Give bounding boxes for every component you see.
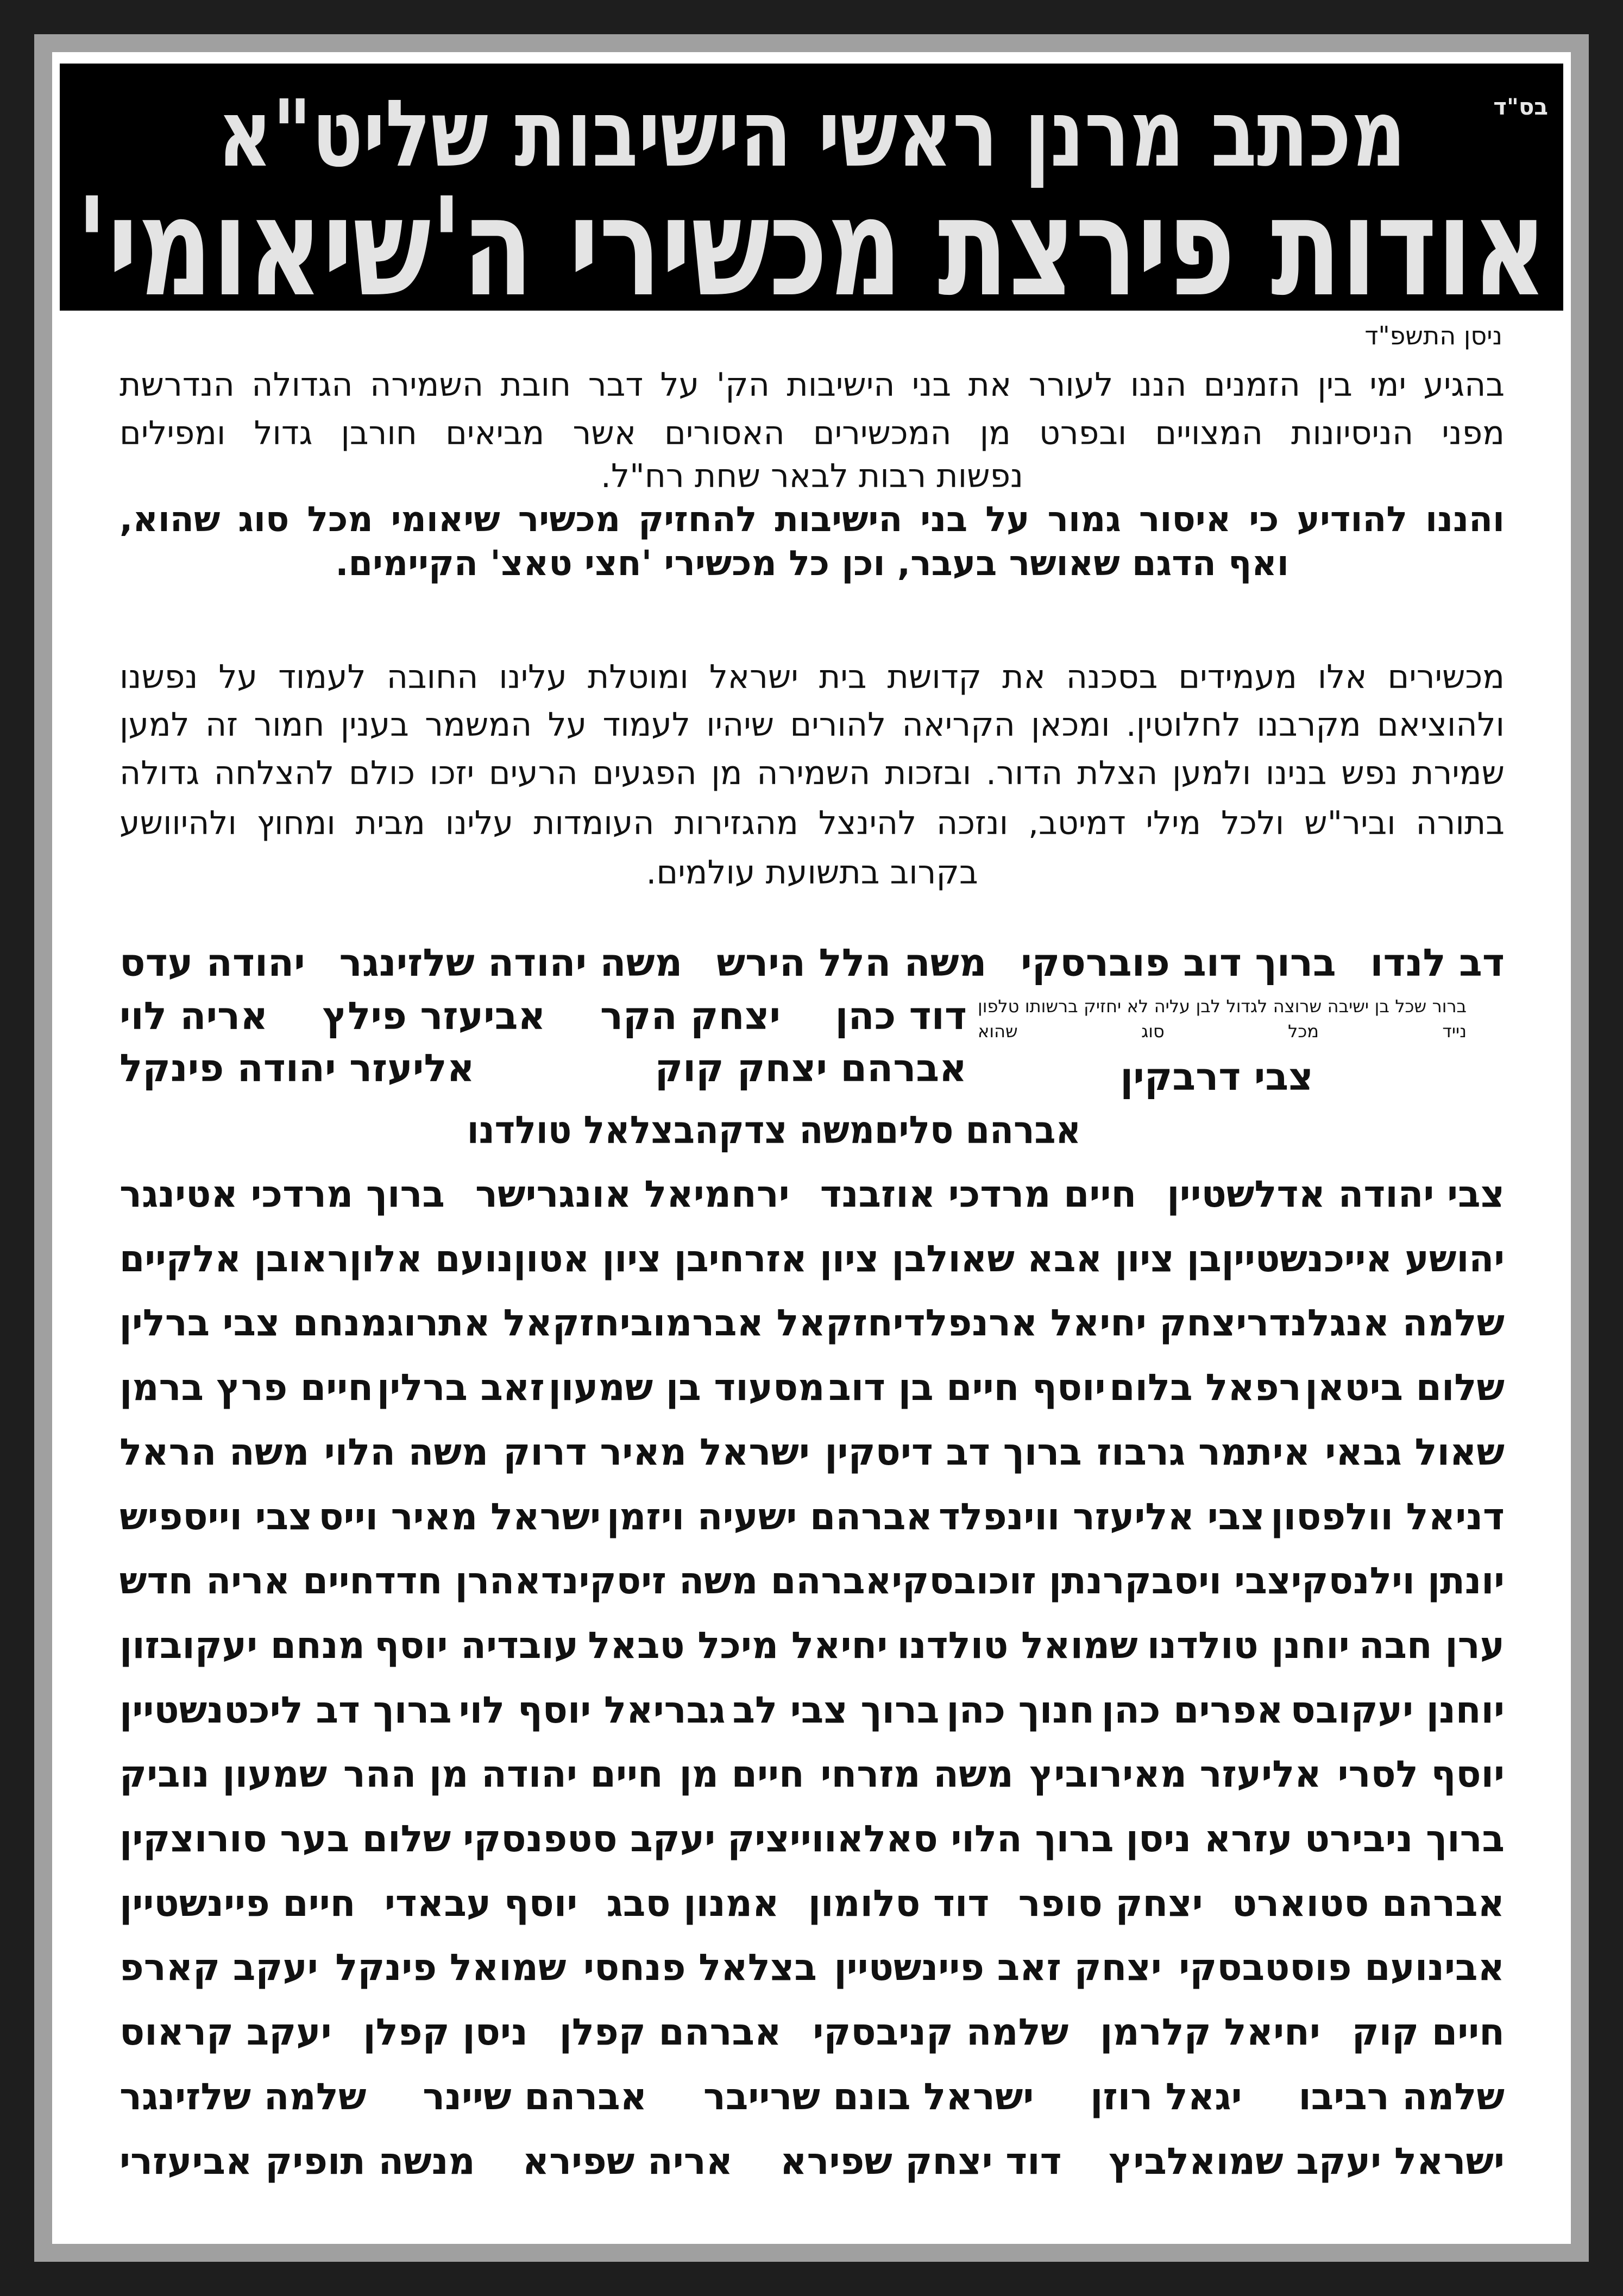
signatory-name: אביעזר פילץ [322,994,546,1038]
signatory-name: אברהם משה זיסקינד [540,1560,892,1603]
paragraph3-line [119,851,1505,894]
signature-row-1 [119,938,1505,987]
signatory-line [119,2135,1505,2189]
signatory-name: ישראל בונם שרייבר [703,2075,1034,2118]
signatory-name: אברהם סטוארט [1231,1882,1505,1925]
signatory-name: שלמה קניבסקי [813,2011,1069,2054]
signatory-name: שמואל פינקל [335,1946,567,1990]
title-line-2 [76,168,1547,326]
signatory-name: ברוך מרדכי אטינגר [119,1173,445,1216]
signatory-name: משה יהודה שלזינגר [339,941,683,985]
signatory-name: חיים מרדכי אוזבנד [820,1173,1137,1216]
bold-paragraph-line [119,498,1505,541]
signatory-name: מסעוד בן שמעון [548,1366,825,1410]
signatory-name: ערן חבה [1358,1624,1505,1667]
signatory-name: מנחם צבי ברלין [119,1302,387,1345]
signatory-name: איתמר גרבוז [1096,1430,1311,1474]
paragraph3-line-text: בקרוב בתשועת עולמים. [646,854,978,892]
signatory-name: ברוך ניבירט [1304,1818,1505,1860]
signatory-name: אברהם שיינר [423,2075,647,2118]
signatory-name: יצחק הקר [600,994,781,1038]
paragraph1-line-text: בהגיע ימי בין הזמנים הננו לעורר את בני הישיבות הק' על דבר חובת השמירה הגדולה הנדרשת [119,366,1505,404]
signature-row-2 [119,992,967,1040]
signatory-name: משה הלוי [324,1430,489,1474]
signatory-name: אליעזר מאירוביץ [1029,1753,1322,1796]
signatory-name: יעקב סטפנסקי [463,1818,716,1860]
title-line-1-text: מכתב מרנן ראשי הישיבות שליט"א [217,80,1406,188]
signatory-line [119,1425,1505,1480]
signatory-name: יצחק יחיאל ארנפלד [903,1302,1247,1345]
signatory-name: בן ציון אטון [513,1237,709,1281]
paragraph1-line [119,455,1505,498]
signatory-name: חיים פרץ ברמן [119,1366,374,1410]
signatory-name: יחזקאל אתרוג [387,1302,631,1345]
signatory-name: גבריאל יוסף לוי [458,1688,726,1732]
paragraph1-line-text: מפני הניסיונות המצויים ובפרט מן המכשירים האסורים אשר מביאים חורבן גדול ומפילים [119,414,1505,452]
signatory-name: משה הלל הירש [716,941,987,985]
paragraph3-line [119,655,1505,699]
signatory-line [119,1877,1505,1931]
paragraph1-line [119,363,1505,407]
signature-row-4 [467,1106,1081,1155]
signatory-line [119,2070,1505,2124]
signatory-name: יונתן וילנסקי [1291,1560,1505,1603]
signatory-line [119,2005,1505,2060]
paragraph3-line [119,802,1505,845]
paragraph3-line-text: בתורה וביר"ש ולכל מילי דמיטב, ונזכה להינצל מהגזירות העומדות עלינו מבית ומחוץ ולהיוושע [119,804,1505,842]
paragraph1-line [119,412,1505,455]
title-line-2-text: אודות פירצת מכשירי ה'שיאומי' [76,168,1547,326]
signatory-name: חיים קוק [1351,2011,1505,2054]
signatory-name: יצחק זאב פיינשטיין [834,1946,1162,1990]
signatory-name: ברוך הלוי סאלאווייציק [727,1818,1114,1860]
signatory-name: יחזקאל אברמוב [630,1302,904,1345]
bold-paragraph-line-text: ואף הדגם שאושר בעבר, וכן כל מכשירי 'חצי טאצ' הקיימים. [335,544,1289,584]
signatory-line [119,1683,1505,1738]
signatory-name: משה מזרחי [820,1753,1014,1796]
signatory-name: נועם אלון [349,1237,514,1281]
signatory-name: דוד יצחק שפירא [780,2140,1062,2183]
signatory-name: יוחנן יעקובס [1290,1688,1505,1732]
paragraph1-line-text: נפשות רבות לבאר שחת רח"ל. [600,457,1024,495]
signatory-name: יוסף לסרי [1337,1753,1505,1796]
signatory-name: ישראל מאיר דרוק [503,1430,810,1474]
signatory-name: שמואל טולדנו [897,1624,1138,1667]
signatory-name: אברהם יצחק קוק [655,1046,967,1090]
signatory-name: ישראל יעקב שמואלביץ [1109,2140,1505,2183]
signatory-name: בצלאל טולדנו [467,1108,695,1152]
signatory-name: בן ציון אבא שאול [926,1237,1222,1281]
signatory-name: אמנון סבג [606,1882,779,1925]
signatory-name: אריה שפירא [522,2140,733,2183]
paragraph3-line-text: שמירת נפש בנינו ולמען הצלת הדור. ובזכות השמירה מן הפגעים הרעים יזכו כולם להצלחה גדולה [119,754,1505,792]
signatory-name: דניאל וולפסון [1270,1495,1505,1538]
bsd-mark: בס"ד [1493,93,1548,120]
signatory-name: אפרים כהן [1101,1688,1284,1732]
signatory-name: שלמה שלזינגר [119,2075,367,2118]
paragraph3-line-text: ולהוציאם מקרבנו לחלוטין. ומכאן הקריאה להורים שיהיו לעמוד על המשמר בענין חמור זה למען [119,706,1505,744]
signatory-name: יוסף חיים בן דוב [828,1366,1106,1410]
signatory-name: ישראל מאיר וייס [318,1495,601,1538]
signatory-name: אברהם ישעיה ויזמן [606,1495,933,1538]
signatory-name: שלום בער סורוצקין [119,1818,451,1860]
signatory-name: שלמה אנגלנדר [1247,1302,1505,1345]
signatory-name: שמעון נוביק [119,1753,328,1796]
bold-paragraph-line [119,542,1505,585]
hebrew-date: ניסן התשפ"ד [1364,321,1502,350]
signatory-name: ניסן קפלן [363,2011,528,2054]
signatory-line [119,1554,1505,1609]
signatory-name: יעקב קארפ [119,1946,318,1990]
signatory-name: חיים יהודה מן ההר [343,1753,663,1796]
signatory-line [119,1296,1505,1351]
signature-row-3 [119,1044,967,1093]
signatory-name: עזרא ניסן [1125,1818,1293,1860]
signatory-name: אליעזר יהודה פינקל [119,1046,475,1090]
signatory-name: אבינועם פוסטבסקי [1179,1946,1505,1990]
signatory-name: אריה לוי [119,994,268,1038]
signatory-name: נתן זוכובסקי [891,1560,1103,1603]
signatory-name: יצחק סופר [1018,1882,1203,1925]
signature-note: ברור שכל בן ישיבה שרוצה לגדול לבן עליה לא יחזיק ברשותו טלפון נייד מכל סוג שהוא [978,996,1467,1042]
bold-paragraph-line-text: והננו להודיע כי איסור גמור על בני הישיבות להחזיק מכשיר שיאומי מכל סוג שהוא, [119,500,1505,540]
signatory-name: צבי ויסבקר [1103,1560,1291,1603]
signatory-name: יהושע אייכנשטיין [1221,1237,1505,1281]
signatory-line [119,1941,1505,1995]
signatory-name: דוד סלומון [808,1882,990,1925]
signatory-name: צבי אליעזר ווינפלד [938,1495,1265,1538]
signatory-name: ברוך דב ליכטנשטיין [119,1688,452,1732]
signatory-name: ירחמיאל אונגרישר [475,1173,790,1216]
signatory-line [119,1490,1505,1544]
signatory-name: שלום ביטאן [1305,1366,1505,1410]
signatory-name: ברוך צבי לב [732,1688,940,1732]
signatory-line [119,1361,1505,1415]
signatory-line [119,1168,1505,1222]
signatory-name: ראובן אלקיים [119,1237,349,1281]
signatory-name: יוחנן טולדנו [1147,1624,1350,1667]
signatory-name: בצלאל פנחסי [583,1946,817,1990]
signatory-name: משה הראל [119,1430,310,1474]
signatory-name: יהודה עדס [119,941,305,985]
signatory-name: בן ציון אזרחי [708,1237,927,1281]
signatory-name: חנוך כהן [946,1688,1094,1732]
title-line-1 [217,80,1406,188]
signatory-name: חיים מן [679,1753,804,1796]
signatory-name: יגאל רוזן [1090,2075,1242,2118]
signatory-name: דב לנדו [1370,941,1505,985]
signatory-name: משה צדקה [694,1108,875,1152]
signatory-name: אברהם סלים [875,1108,1081,1152]
signatory-name: אהרן חדד [374,1560,541,1603]
signatory-name: שלמה רביבו [1298,2075,1505,2118]
signatory-name: דוד כהן [835,994,967,1038]
signatory-name: ברוך דוב פוברסקי [1021,941,1336,985]
paragraph3-line [119,752,1505,795]
signatory-name: זאב ברלין [376,1366,545,1410]
signatory-line [119,1232,1505,1286]
signatory-name: ברוך דב דיסקין [825,1430,1082,1474]
signatory-name: עובדיה יוסף [374,1624,579,1667]
signatory-line [119,1619,1505,1673]
note-signer: צבי דרבקין [1120,1055,1313,1099]
signatory-name: שאול גבאי [1325,1430,1505,1474]
signatory-name: מנשה תופיק אביעזרי [119,2140,475,2183]
signatory-name: אברהם קפלן [559,2011,782,2054]
signatory-line [119,1812,1505,1866]
signatory-name: יחיאל מיכל טבאל [588,1624,888,1667]
signatory-name: יחיאל קלרמן [1100,2011,1320,2054]
signatory-name: מנחם יעקובזון [119,1624,365,1667]
signatory-name: חיים אריה חדש [119,1560,375,1603]
signatory-name: יעקב קראוס [119,2011,332,2054]
signatory-name: רפאל בלום [1109,1366,1301,1410]
signatory-name: צבי יהודה אדלשטיין [1167,1173,1505,1216]
signatory-line [119,1748,1505,1802]
paragraph3-line-text: מכשירים אלו מעמידים בסכנה את קדושת בית ישראל ומוטלת עלינו החובה לעמוד על נפשנו [119,658,1505,696]
paragraph3-line [119,703,1505,747]
signatory-name: חיים פיינשטיין [119,1882,356,1925]
signatory-name: צבי וייספיש [119,1495,313,1538]
signatory-name: יוסף עבאדי [384,1882,578,1925]
